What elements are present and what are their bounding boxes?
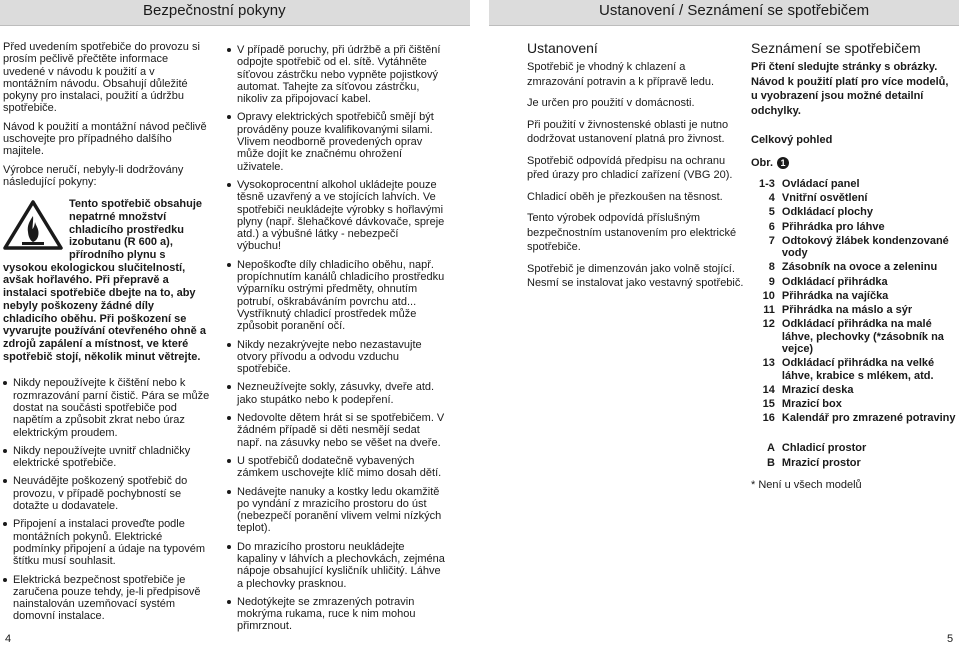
safety-column-2 bbox=[227, 44, 445, 639]
parts-row bbox=[759, 442, 956, 456]
list-item: V případě poruchy, při údržbě a při čištění odpojte spotřebič od el. sítě. Vytáhněte síťovou zástrčku nebo vypněte pojistkový automat. Tahejte za síťovou zástrčku, nikoliv za připojovací kabel. bbox=[227, 44, 445, 105]
parts-row bbox=[759, 206, 956, 220]
parts-row bbox=[759, 304, 956, 318]
parts-row bbox=[759, 318, 956, 357]
part-number: 8 bbox=[768, 261, 775, 274]
part-number: 14 bbox=[762, 384, 775, 397]
keep-manual-paragraph: Návod k použití a montážní návod pečlivě uschovejte pro případného dalšího majitele. bbox=[3, 120, 207, 158]
part-number: 11 bbox=[763, 304, 775, 316]
list-item: Opravy elektrických spotřebičů smějí být prováděny pouze kvalifikovanými silami. Vlivem neodborně provedených oprav může dojít ke značnému ohrožení uživatele. bbox=[227, 111, 445, 172]
part-number: 7 bbox=[768, 234, 775, 247]
intro-paragraph: Před uvedením spotřebiče do provozu si prosím pečlivě přečtěte informace uvedené v návodu k použití a v montážním návodu. Obsahují důležité pokyny pro instalaci, použití a údržbu spotřebiče. bbox=[3, 41, 200, 115]
part-label: Odtokový žlábek kondenzované vody bbox=[781, 234, 949, 260]
appliance-overview-column bbox=[751, 40, 956, 491]
safety-column-1 bbox=[3, 41, 210, 629]
footnote: * Není u všech modelů bbox=[751, 478, 862, 491]
manufacturer-liability-paragraph: Výrobce neručí, nebyly-li dodržovány následující pokyny: bbox=[3, 163, 184, 188]
part-label: Vnitřní osvětlení bbox=[781, 192, 868, 205]
part-label: Chladicí prostor bbox=[781, 442, 867, 455]
intended-use-paragraph: Tento výrobek odpovídá příslušným bezpečnostním ustanovením pro elektrické spotřebiče. bbox=[527, 212, 737, 253]
left-page-title: Bezpečnostní pokyny bbox=[143, 2, 286, 19]
part-label: Kalendář pro zmrazené potraviny bbox=[781, 412, 956, 425]
parts-row bbox=[759, 412, 956, 426]
list-item: Nedovolte dětem hrát si se spotřebičem. V žádném případě si děti nesmějí sedat např. na zásuvky nebo se věšet na dveře. bbox=[227, 412, 445, 449]
list-item: U spotřebičů dodatečně vybavených zámkem uschovejte klíč mimo dosah dětí. bbox=[227, 455, 445, 480]
right-page-title: Ustanovení / Seznámení se spotřebičem bbox=[599, 2, 870, 19]
parts-row bbox=[759, 178, 956, 192]
list-item: Elektrická bezpečnost spotřebiče je zaručena pouze tehdy, je-li předpisově nainstalován uzemňovací systém domovní instalace. bbox=[3, 574, 210, 623]
part-label: Ovládací panel bbox=[781, 178, 860, 190]
safety-bullets-1 bbox=[3, 377, 210, 622]
safety-bullets-2 bbox=[227, 44, 445, 633]
part-label: Odkládací přihrádka bbox=[781, 275, 888, 288]
list-item: Nezneužívejte sokly, zásuvky, dveře atd. jako stupátko nebo k podepření. bbox=[227, 381, 445, 406]
figure-reference bbox=[751, 156, 789, 171]
part-number: 5 bbox=[768, 206, 775, 219]
part-number: 1-3 bbox=[759, 178, 775, 190]
page-number-right: 5 bbox=[947, 633, 954, 645]
overview-intro: Při čtení sledujte stránky s obrázky. Návod k použití platí pro více modelů, u vyobrazení jsou možné detailní odchylky. bbox=[751, 61, 949, 117]
flammable-warning bbox=[3, 198, 210, 363]
list-item: Vysokoprocentní alkohol ukládejte pouze těsně uzavřený a ve stojících lahvích. Ve spotřebiči neukládejte výrobky s hořlavými plyny (např. šlehačkové dávkovače, spreje atd.) a výbušné látky - nebezpečí výbuchu! bbox=[227, 179, 445, 253]
parts-row bbox=[759, 192, 956, 206]
appliance-overview-heading: Seznámení se spotřebičem bbox=[751, 40, 921, 56]
figure-ref-label: Obr. bbox=[751, 156, 774, 169]
part-number: 15 bbox=[762, 398, 775, 411]
intended-use-paragraph: Při použití v živnostenské oblasti je nutno dodržovat ustanovení platná pro živnost. bbox=[527, 118, 729, 145]
figure-label: Celkový pohled bbox=[751, 134, 833, 146]
part-number: 9 bbox=[768, 275, 775, 288]
list-item: Nikdy nepoužívejte uvnitř chladničky elektrické spotřebiče. bbox=[3, 445, 210, 470]
part-number: A bbox=[766, 442, 775, 455]
page-number-left: 4 bbox=[5, 633, 12, 645]
part-number: 12 bbox=[762, 318, 775, 331]
right-page-header bbox=[489, 0, 959, 26]
part-number: 4 bbox=[768, 192, 775, 205]
parts-row bbox=[759, 235, 956, 262]
list-item: Nikdy nezakrývejte nebo nezastavujte otvory přívodu a odvodu vzduchu spotřebiče. bbox=[227, 339, 445, 376]
parts-table bbox=[759, 178, 956, 471]
list-item: Neuvádějte poškozený spotřebič do provozu, v případě pochybností se dotažte u dodavatele. bbox=[3, 475, 210, 512]
parts-spacer bbox=[759, 427, 956, 443]
list-item: Do mrazicího prostoru neukládejte kapaliny v láhvích a plechovkách, zejména nápoje obsahující kysličník uhličitý. Láhve a plechovky prasknou. bbox=[227, 541, 445, 590]
intended-use-paragraph: Spotřebič odpovídá předpisu na ochranu před úrazy pro chladicí zařízení (VBG 20). bbox=[527, 154, 733, 181]
part-label: Odkládací plochy bbox=[781, 206, 873, 219]
part-label: Přihrádka pro láhve bbox=[781, 220, 885, 233]
flammable-warning-text: Tento spotřebič obsahuje nepatrné množství chladicího prostředku izobutanu (R 600 a), přírodního plynu s vysokou ekologickou slučitelností, avšak hořlavého. Při přepravě a instalaci spotřebiče dbejte na to, aby nebyly poškozeny žádné díly chladicího oběhu. Při poškození se vyvarujte používání otevřeného ohně a zdrojů zapálení a místnost, ve které spotřebič stojí, několik minut větrejte. bbox=[3, 198, 206, 363]
parts-row bbox=[759, 276, 956, 290]
part-label: Mrazicí prostor bbox=[781, 456, 861, 469]
part-number: 10 bbox=[762, 289, 775, 302]
list-item: Nedávejte nanuky a kostky ledu okamžitě po vyndání z mrazicího prostoru do úst (nebezpečí poranění vlivem velmi nízkých teplot). bbox=[227, 486, 445, 535]
parts-row bbox=[759, 457, 956, 471]
intended-use-paragraph: Chladicí oběh je přezkoušen na těsnost. bbox=[527, 190, 723, 203]
parts-row bbox=[759, 290, 956, 304]
part-label: Přihrádka na vajíčka bbox=[781, 289, 889, 302]
intended-use-paragraph: Spotřebič je vhodný k chlazení a zmrazování potravin a k přípravě ledu. bbox=[527, 61, 715, 88]
list-item: Nepoškoďte díly chladicího oběhu, např. propíchnutím kanálů chladicího prostředku výparníku ostrými předměty, ohnutím potrubí, oškrabáváním povrchu atd... Vystříknutý chladicí prostředek může způsobit poranění očí. bbox=[227, 259, 445, 333]
intended-use-paragraph: Spotřebič je dimenzován jako volně stojící. Nesmí se instalovat jako vestavný spotřebič. bbox=[527, 262, 744, 289]
parts-row bbox=[759, 221, 956, 235]
part-label: Zásobník na ovoce a zeleninu bbox=[781, 261, 938, 274]
flammable-warning-icon bbox=[3, 200, 63, 250]
left-page-header bbox=[0, 0, 470, 26]
parts-row bbox=[759, 357, 956, 384]
intended-use-heading: Ustanovení bbox=[527, 40, 598, 56]
intended-use-column bbox=[527, 40, 745, 298]
parts-row bbox=[759, 261, 956, 275]
part-label: Mrazicí deska bbox=[781, 384, 854, 397]
part-number: 6 bbox=[768, 220, 775, 233]
part-label: Přihrádka na máslo a sýr bbox=[781, 304, 913, 316]
intended-use-paragraph: Je určen pro použití v domácnosti. bbox=[527, 97, 695, 109]
part-label: Odkládací přihrádka na malé láhve, plechovky (*zásobník na vejce) bbox=[781, 318, 944, 356]
parts-row bbox=[759, 384, 956, 398]
list-item: Nikdy nepoužívejte k čištění nebo k rozmrazování parní čistič. Pára se může dostat na součásti spotřebiče pod napětím a způsobit zkrat nebo úraz elektrickým proudem. bbox=[3, 377, 210, 438]
list-item: Nedotýkejte se zmrazených potravin mokrýma rukama, ruce k nim mohou přimrznout. bbox=[227, 596, 445, 633]
parts-row bbox=[759, 398, 956, 412]
part-label: Odkládací přihrádka na velké láhve, krabice s mlékem, atd. bbox=[781, 357, 935, 382]
part-number: 16 bbox=[762, 412, 775, 425]
list-item: Připojení a instalaci proveďte podle montážních pokynů. Elektrické podmínky připojení a údaje na typovém štítku musí souhlasit. bbox=[3, 518, 210, 567]
part-label: Mrazicí box bbox=[781, 398, 842, 411]
part-number: B bbox=[766, 456, 775, 469]
figure-number-badge: 1 bbox=[777, 157, 789, 169]
part-number: 13 bbox=[762, 357, 775, 370]
